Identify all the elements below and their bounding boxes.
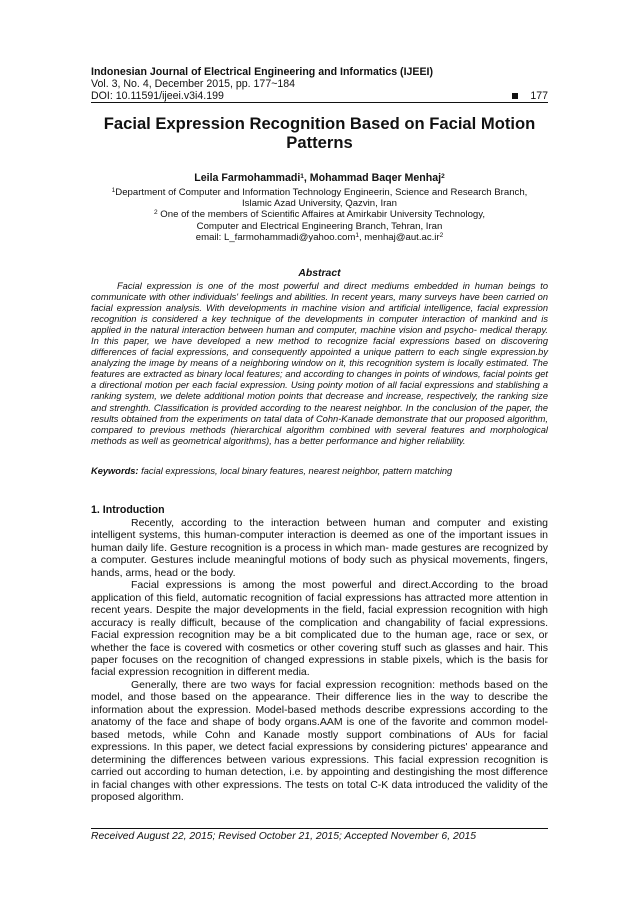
keywords: [91, 466, 548, 477]
affil-text: Department of Computer and Information Technology Engineerin, Science and Research Branch,: [115, 187, 528, 198]
page-number-block: [512, 90, 548, 102]
square-bullet-icon: [512, 93, 518, 99]
email-text[interactable]: email: L_farmohammadi@yahoo.com: [195, 231, 356, 243]
journal-header: [91, 66, 548, 102]
author-affil-mark: 2: [441, 173, 445, 180]
paragraph: Generally, there are two ways for facial expression recognition: methods based on the model, and those based on the appearance. Their difference lies in the way to describe the information about the expression. Model-based methods describe expressions according to the anatomy of the face and shape of body organs.AAM is one of the favorite and common model-based metods, while Cohn and Kanade mostly support combinations of AUs for facial expressions. In this paper, we detect facial expressions by considering pictures' appearance and determining the differences between various expressions. This facial expression recognition is carried out according to human detection, i.e. by appointing and destingishing the most difference in facial changes with other expressions. The tests on total C-K data introduced the validity of the proposed algorithm.: [91, 678, 548, 803]
affil-mark: 1: [355, 231, 359, 239]
abstract-heading: Abstract: [298, 268, 341, 279]
journal-volume: Vol. 3, No. 4, December 2015, pp. 177~184: [91, 78, 296, 90]
author-list: [91, 172, 548, 185]
affiliation-2: [91, 209, 548, 220]
affil-mark: 2: [439, 231, 444, 239]
keywords-label: Keywords:: [91, 466, 139, 476]
page-number: 177: [530, 90, 548, 102]
section-heading: 1. Introduction: [91, 504, 165, 516]
abstract-text: Facial expression is one of the most powerful and direct mediums embedded in human beings to communicate with other individuals' feelings and abilities. In recent years, many surveys have been carried on facial expression analysis. With developments in machine vision and artificial intelligence, facial expression recognition is considered a key technique of the developments in computer interaction of mankind and is applied in the natural interaction between human and computer, machine vision and psycho- medical therapy. In this paper, we have developed a new method to recognize facial expressions based on discovering differences of facial expressions, and consequently appointed a unique pattern to each single expression.by analyzing the image by means of a neighboring window on it, this recognition system is locally estimated. The features are extracted as binary local features; and according to changes in points of windows, facial points get a directional motion per each facial expression. Using pointy motion of all facial expressions and stablishing a ranking system, we delete additional motion points that decrease and increase, respectively, the ranking size and strenghth. Classification is provided according to the nearest neighbor. In the conclusion of the paper, the results obtained from the experiments on tatal data of Cohn-Kanade demonstrate that our proposed algorithm, compared to previous methods (hierarchical algorithm combined with several features and morphological methods as well as geometrical algorithms), has a better performance and higher reliability.: [91, 281, 548, 446]
affiliation-1-line2: Islamic Azad University, Qazvin, Iran: [242, 198, 397, 210]
section-body: [91, 517, 548, 803]
journal-name: Indonesian Journal of Electrical Engineering and Informatics (IJEEI): [91, 66, 434, 78]
keywords-text: facial expressions, local binary features, nearest neighbor, pattern matching: [138, 466, 453, 476]
doi-row: [91, 90, 548, 102]
email-text[interactable]: , menhaj@aut.ac.ir: [358, 231, 440, 243]
author-name: Mohammad Baqer Menhaj: [309, 172, 442, 184]
affiliation-2-line2: Computer and Electrical Engineering Branch, Tehran, Iran: [196, 220, 443, 232]
affil-mark: 2: [153, 209, 158, 217]
paragraph: Recently, according to the interaction between human and computer and existing intelligent systems, this human-computer interaction is deemed as one of the important issues in human daily life. Gesture recognition is a process in which man- made gestures are recognized by a computer. Gestures include meaningful motions of body such as physical movements, fingers, hands, arms, head or the body.: [91, 517, 548, 579]
affiliations: [91, 187, 548, 243]
affil-mark: 1: [111, 187, 116, 194]
email-line[interactable]: [91, 232, 548, 243]
author-name: Leila Farmohammadi: [194, 172, 301, 184]
footer-divider: [91, 828, 548, 829]
author-separator: ,: [303, 172, 310, 184]
affil-text: One of the members of Scientific Affaires at Amirkabir University Technology,: [157, 209, 486, 221]
abstract-body: [91, 281, 548, 447]
affiliation-1: [91, 187, 548, 198]
paper-title: Facial Expression Recognition Based on Facial Motion Patterns: [103, 114, 536, 152]
paragraph: Facial expressions is among the most powerful and direct.According to the broad application of this field, automatic recognition of facial expressions has attracted more attention in recent years. Despite the major developments in the field, facial expression recognition with high accuracy is really difficult, because of the complication and changability of facial expressions. Facial expression recognition may be a bit complicated due to the human age, race or sex, or whether the face is covered with cosmetics or other covering stuff such as glasses and hair. This paper focuses on the recognition of changed expressions in stable pixels, which is the basis for facial expression recognition in different media.: [91, 579, 548, 679]
author-affil-mark: 1: [300, 173, 304, 180]
journal-doi[interactable]: DOI: 10.11591/ijeei.v3i4.199: [91, 90, 224, 102]
received-dates: Received August 22, 2015; Revised October 21, 2015; Accepted November 6, 2015: [91, 831, 477, 842]
header-divider: [91, 102, 548, 103]
